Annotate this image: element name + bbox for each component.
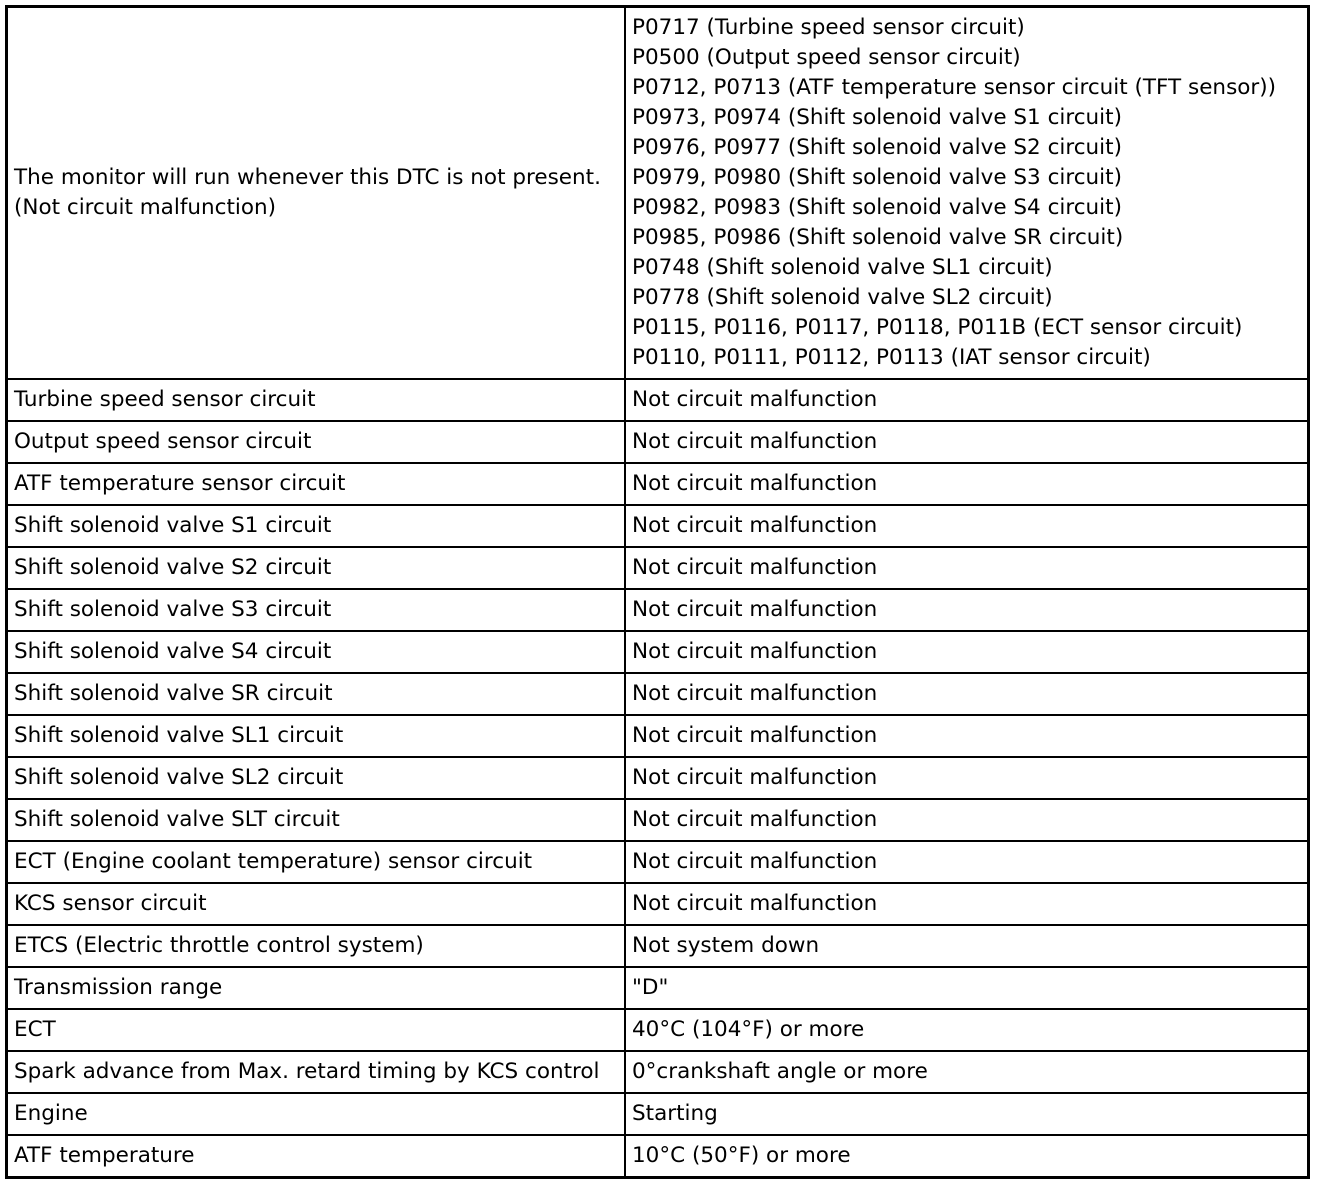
dtc-line: P0717 (Turbine speed sensor circuit)	[632, 15, 1025, 40]
value-cell: Not circuit malfunction	[625, 379, 1309, 421]
value-cell: 0°crankshaft angle or more	[625, 1051, 1309, 1093]
value-cell: Not circuit malfunction	[625, 589, 1309, 631]
value-cell: 40°C (104°F) or more	[625, 1009, 1309, 1051]
item-cell: Shift solenoid valve SR circuit	[7, 673, 626, 715]
table-row	[7, 715, 1309, 757]
table-row	[7, 1009, 1309, 1051]
item-cell: Shift solenoid valve S1 circuit	[7, 505, 626, 547]
dtc-line: P0982, P0983 (Shift solenoid valve S4 circuit)	[632, 195, 1122, 220]
table-row	[7, 631, 1309, 673]
dtc-line: P0976, P0977 (Shift solenoid valve S2 circuit)	[632, 135, 1122, 160]
value-cell: Starting	[625, 1093, 1309, 1135]
value-cell: Not circuit malfunction	[625, 673, 1309, 715]
value-cell: Not circuit malfunction	[625, 883, 1309, 925]
table-row	[7, 925, 1309, 967]
condition-line: (Not circuit malfunction)	[14, 195, 277, 220]
value-cell: Not circuit malfunction	[625, 505, 1309, 547]
item-cell: ETCS (Electric throttle control system)	[7, 925, 626, 967]
table-row	[7, 1135, 1309, 1178]
table-row	[7, 421, 1309, 463]
value-cell: Not circuit malfunction	[625, 841, 1309, 883]
value-cell: Not circuit malfunction	[625, 631, 1309, 673]
table-row-dtc-conditions	[7, 7, 1309, 380]
value-cell: Not system down	[625, 925, 1309, 967]
table-row	[7, 463, 1309, 505]
condition-cell	[7, 7, 626, 380]
value-cell: Not circuit malfunction	[625, 463, 1309, 505]
dtc-line: P0973, P0974 (Shift solenoid valve S1 circuit)	[632, 105, 1122, 130]
table-row	[7, 505, 1309, 547]
dtc-line: P0979, P0980 (Shift solenoid valve S3 circuit)	[632, 165, 1122, 190]
item-cell: ATF temperature sensor circuit	[7, 463, 626, 505]
dtc-line: P0500 (Output speed sensor circuit)	[632, 45, 1021, 70]
table-row	[7, 379, 1309, 421]
table-body	[7, 7, 1309, 1178]
item-cell: ECT	[7, 1009, 626, 1051]
table-row	[7, 967, 1309, 1009]
item-cell: Transmission range	[7, 967, 626, 1009]
item-cell: Shift solenoid valve SL2 circuit	[7, 757, 626, 799]
dtc-line: P0985, P0986 (Shift solenoid valve SR circuit)	[632, 225, 1124, 250]
table-row	[7, 799, 1309, 841]
table-row	[7, 883, 1309, 925]
value-cell: "D"	[625, 967, 1309, 1009]
value-cell: Not circuit malfunction	[625, 715, 1309, 757]
item-cell: ATF temperature	[7, 1135, 626, 1178]
value-cell: Not circuit malfunction	[625, 799, 1309, 841]
table-row	[7, 1051, 1309, 1093]
dtc-line: P0115, P0116, P0117, P0118, P011B (ECT sensor circuit)	[632, 315, 1243, 340]
table-row	[7, 1093, 1309, 1135]
table-row	[7, 589, 1309, 631]
dtc-list-cell	[625, 7, 1309, 380]
item-cell: Shift solenoid valve SL1 circuit	[7, 715, 626, 757]
value-cell: Not circuit malfunction	[625, 547, 1309, 589]
item-cell: Shift solenoid valve S3 circuit	[7, 589, 626, 631]
item-cell: Shift solenoid valve S4 circuit	[7, 631, 626, 673]
dtc-line: P0778 (Shift solenoid valve SL2 circuit)	[632, 285, 1053, 310]
item-cell: ECT (Engine coolant temperature) sensor circuit	[7, 841, 626, 883]
item-cell: Engine	[7, 1093, 626, 1135]
item-cell: Output speed sensor circuit	[7, 421, 626, 463]
table-row	[7, 547, 1309, 589]
item-cell: Shift solenoid valve SLT circuit	[7, 799, 626, 841]
table-row	[7, 673, 1309, 715]
value-cell: Not circuit malfunction	[625, 421, 1309, 463]
dtc-line: P0712, P0713 (ATF temperature sensor circuit (TFT sensor))	[632, 75, 1277, 100]
item-cell: Turbine speed sensor circuit	[7, 379, 626, 421]
monitor-conditions-table	[5, 5, 1310, 1179]
value-cell: Not circuit malfunction	[625, 757, 1309, 799]
dtc-line: P0110, P0111, P0112, P0113 (IAT sensor circuit)	[632, 345, 1151, 370]
table-row	[7, 757, 1309, 799]
table-row	[7, 841, 1309, 883]
dtc-line: P0748 (Shift solenoid valve SL1 circuit)	[632, 255, 1053, 280]
item-cell: Shift solenoid valve S2 circuit	[7, 547, 626, 589]
condition-line: The monitor will run whenever this DTC is not present.	[14, 165, 601, 190]
value-cell: 10°C (50°F) or more	[625, 1135, 1309, 1178]
item-cell: Spark advance from Max. retard timing by KCS control	[7, 1051, 626, 1093]
item-cell: KCS sensor circuit	[7, 883, 626, 925]
